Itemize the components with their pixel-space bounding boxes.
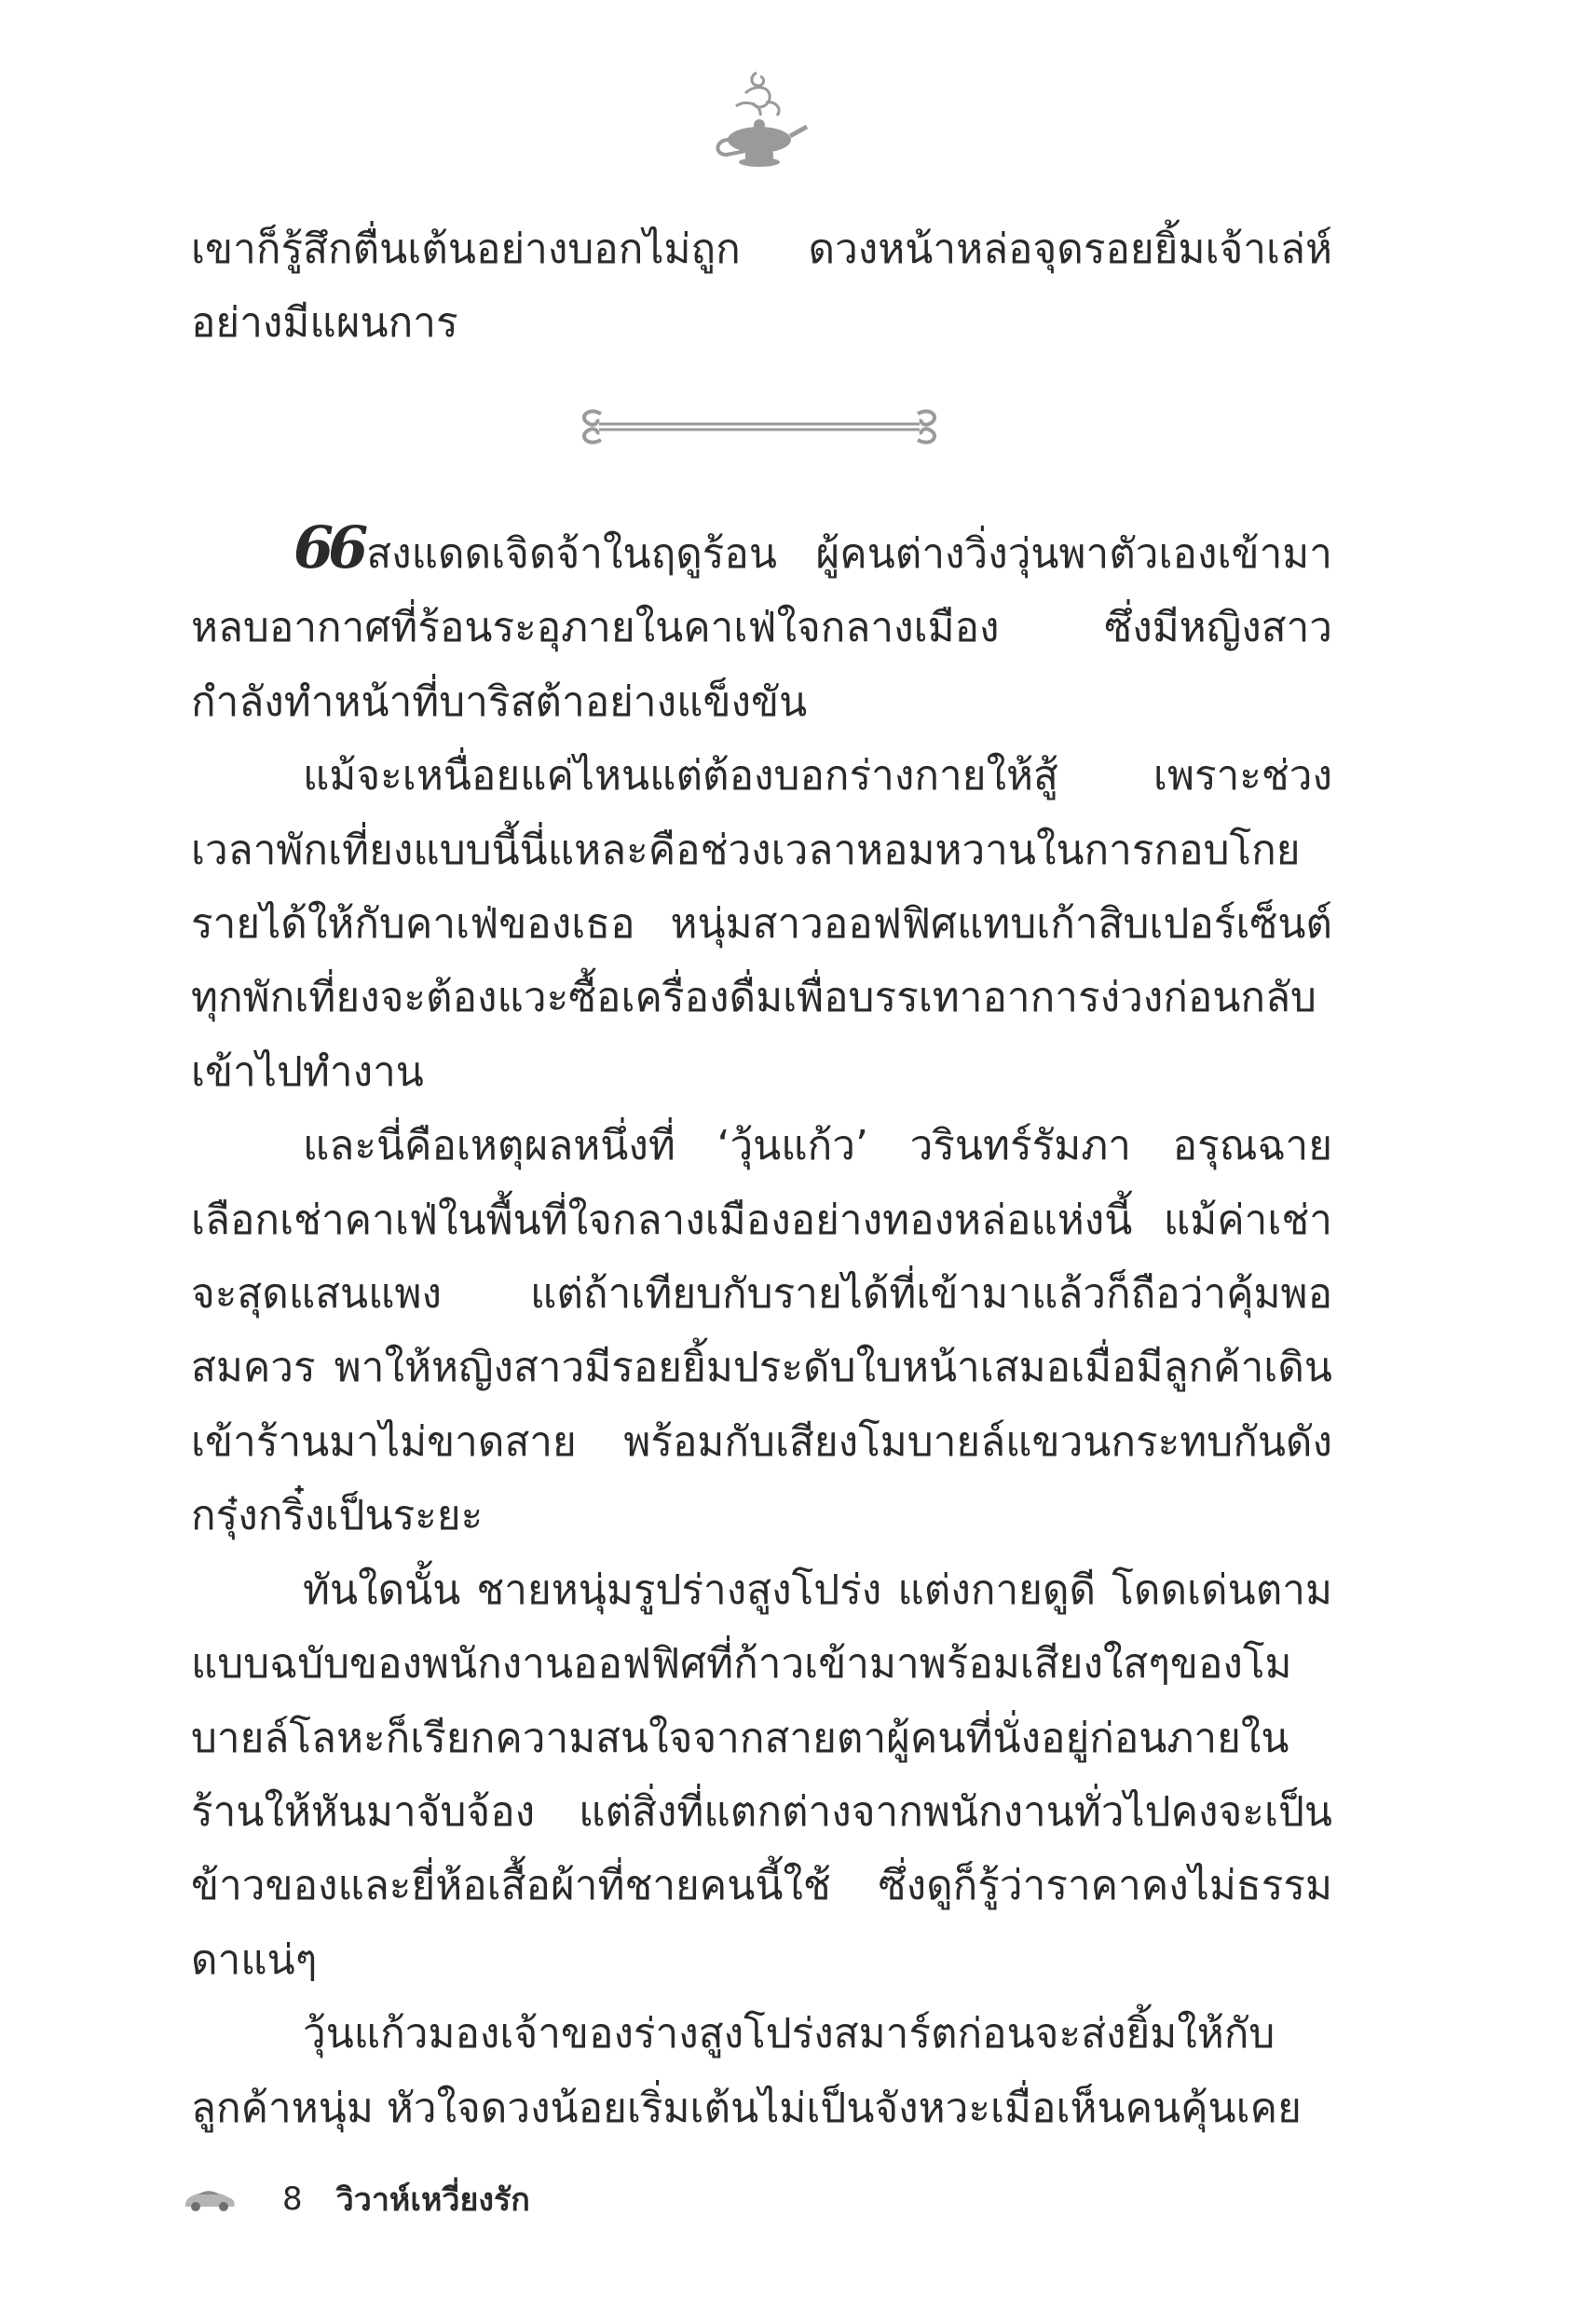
story-paragraph: วุ้นแก้วมองเจ้าของร่างสูงโปร่งสมาร์ตก่อนจะส่งยิ้มให้กับลูกค้าหนุ่ม หัวใจดวงน้อยเริ่มเต้นไม่เป็นจังหวะเมื่อเห็นคนคุ้นเคย (191, 2010, 1302, 2132)
story-paragraph: และนี่คือเหตุผลหนึ่งที่ ‘วุ้นแก้ว’ วรินทร์รัมภา อรุณฉายเลือกเช่าคาเฟ่ในพื้นที่ใจกลางเมืองอย่างทองหล่อแห่งนี้ แม้ค่าเช่าจะสุดแสนแพง แต่ถ้าเทียบกับรายได้ที่เข้ามาแล้วก็ถือว่าคุ้มพอสมควร พาให้หญิงสาวมีรอยยิ้มประดับใบหน้าเสมอเมื่อมีลูกค้าเดินเข้าร้านมาไม่ขาดสาย พร้อมกับเสียงโมบายล์แขวนกระทบกันดังกรุ๋งกริ๋งเป็นระยะ (191, 1122, 1332, 1540)
intro-text (191, 212, 1332, 361)
page-footer (182, 2171, 530, 2227)
story-paragraph: แม้จะเหนื่อยแค่ไหนแต่ต้องบอกร่างกายให้สู้ เพราะช่วงเวลาพักเที่ยงแบบนี้นี่แหละคือช่วงเวลาหอมหวานในการกอบโกยรายได้ให้กับคาเฟ่ของเธอ หนุ่มสาวออฟฟิศแทบเก้าสิบเปอร์เซ็นต์ทุกพักเที่ยงจะต้องแวะซื้อเครื่องดื่มเพื่อบรรเทาอาการง่วงก่อนกลับเข้าไปทำงาน (191, 752, 1332, 1096)
story-text (191, 513, 1332, 2145)
opening-quote-mark: 66 (293, 513, 363, 581)
intro-paragraph: เขาก็รู้สึกตื่นเต้นอย่างบอกไม่ถูก ดวงหน้าหล่อจุดรอยยิ้มเจ้าเล่ห์อย่างมีแผนการ (191, 226, 1332, 348)
genie-lamp-icon (708, 65, 811, 177)
book-title: วิวาห์เหวี่ยงรัก (335, 2181, 530, 2219)
story-paragraph (191, 513, 1332, 739)
story-paragraph-text: สงแดดเจิดจ้าในฤดูร้อน ผู้คนต่างวิ่งวุ่นพาตัวเองเข้ามาหลบอากาศที่ร้อนระอุภายในคาเฟ่ใจกลางเมือง ซึ่งมีหญิงสาวกำลังทำหน้าที่บาริสต้าอย่างแข็งขัน (191, 530, 1332, 726)
scroll-divider (573, 401, 946, 453)
story-paragraph: ทันใดนั้น ชายหนุ่มรูปร่างสูงโปร่ง แต่งกายดูดี โดดเด่นตามแบบฉบับของพนักงานออฟฟิศที่ก้าวเข้ามาพร้อมเสียงใสๆของโมบายล์โลหะก็เรียกความสนใจจากสายตาผู้คนที่นั่งอยู่ก่อนภายในร้านให้หันมาจับจ้อง แต่สิ่งที่แตกต่างจากพนักงานทั่วไปคงจะเป็นข้าวของและยี่ห้อเสื้อผ้าที่ชายคนนี้ใช้ ซึ่งดูก็รู้ว่าราคาคงไม่ธรรมดาแน่ๆ (191, 1566, 1332, 1984)
page-number: 8 (282, 2181, 303, 2218)
car-icon (182, 2184, 238, 2214)
